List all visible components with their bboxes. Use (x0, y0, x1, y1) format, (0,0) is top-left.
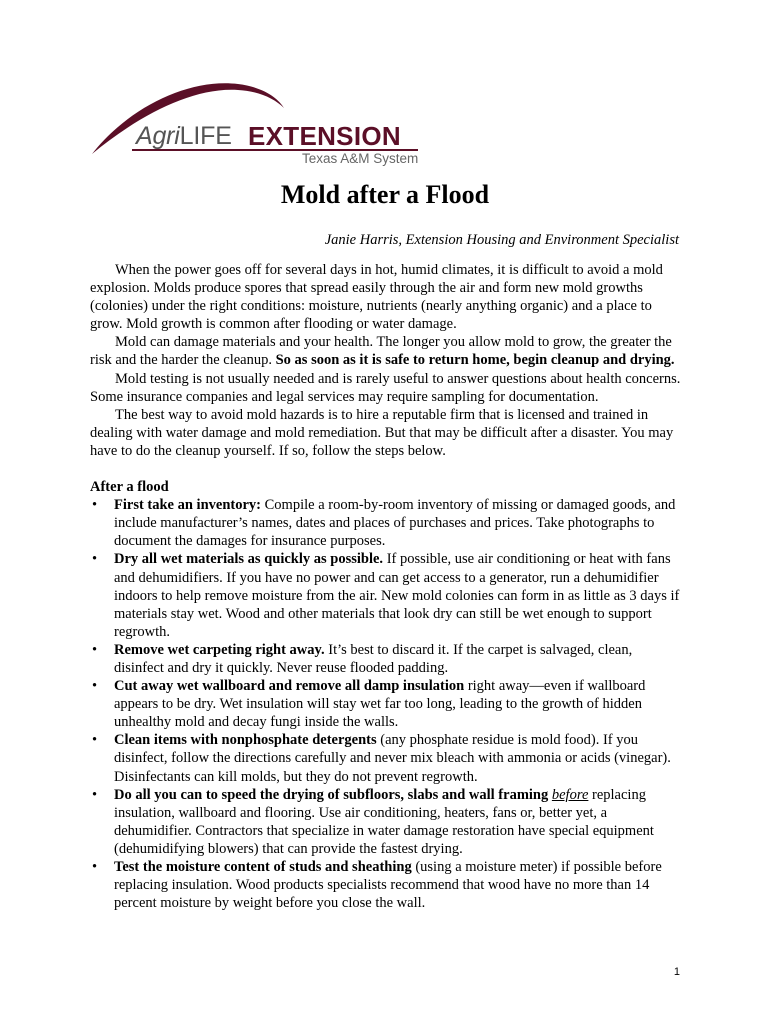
step-text: right away—even if wallboard appears to be dry. Wet insulation will stay wet far too long, leading to the growth of hidden unhealthy mold and decay fungi inside the walls. (114, 678, 646, 731)
step-lead: Remove wet carpeting right away. (114, 641, 325, 658)
step-lead: First take an inventory: (114, 497, 261, 514)
intro-bold-text: So as soon as it is safe to return home, begin cleanup and drying. (275, 352, 675, 369)
intro-paragraph-4 (90, 406, 682, 460)
logo-system-text: Texas A&M System (302, 151, 419, 166)
logo-agri: Agri (136, 122, 180, 150)
intro-text: The best way to avoid mold hazards is to hire a reputable firm that is licensed and trained in dealing with water damage and mold remediation. But that may be difficult after a disaster. You may have to do the cleanup yourself. If so, follow the steps below. (90, 406, 674, 459)
document-body (90, 261, 682, 912)
step-text: (using a moisture meter) if possible before replacing insulation. Wood products specialists recommend that wood have no more than 14 percent moisture by weight before you close the wall. (114, 859, 662, 912)
step-text: It’s best to discard it. If the carpet is salvaged, clean, disinfect and dry it quickly. Never reuse flooded padding. (114, 641, 633, 676)
list-item (90, 858, 682, 912)
author-line: Janie Harris, Extension Housing and Environment Specialist (324, 232, 679, 248)
steps-list (90, 496, 682, 912)
step-italic: before (551, 786, 589, 803)
list-item (90, 677, 682, 731)
intro-text: When the power goes off for several days in hot, humid climates, it is difficult to avoid a mold explosion. Molds produce spores that spread easily through the air and form new mold growths (colonies) under the right conditions: moisture, nutrients (nearly anything organic) and a place to grow. Mold growth is common after flooding or water damage. (90, 262, 663, 333)
step-lead: Dry all wet materials as quickly as possible. (114, 551, 384, 568)
intro-paragraph-2 (90, 333, 682, 369)
page-title: Mold after a Flood (280, 180, 490, 209)
logo-life: LIFE (179, 122, 232, 150)
step-lead: Cut away wet wallboard and remove all damp insulation (114, 678, 465, 695)
logo-agrilife-text (136, 122, 232, 151)
logo-extension-text: EXTENSION (248, 121, 401, 151)
step-lead: Do all you can to speed the drying of subfloors, slabs and wall framing (114, 786, 549, 803)
intro-paragraph-1 (90, 261, 682, 333)
page-number: 1 (673, 966, 680, 978)
agrilife-logo (88, 78, 433, 173)
section-heading: After a flood (90, 479, 169, 496)
list-item (90, 496, 682, 550)
step-text: If possible, use air conditioning or heat with fans and dehumidifiers. If you have no power and can get access to a generator, run a dehumidifier indoors to help remove moisture from the air. New mold colonies can form in as little as 3 days if materials stay wet. Wood and other materials that look dry can still be wet enough to support regrowth. (114, 551, 680, 640)
intro-text: Mold testing is not usually needed and is rarely useful to answer questions about health concerns. Some insurance companies and legal services may require sampling for documentation. (90, 370, 681, 405)
step-text: replacing insulation, wallboard and flooring. Use air conditioning, heaters, fans or, better yet, a dehumidifier. Contractors that specialize in water damage restoration have special equipment (dehumidifying blowers) that can provide the fastest drying. (114, 786, 654, 857)
step-lead: Test the moisture content of studs and sheathing (114, 859, 412, 875)
step-text: Compile a room-by-room inventory of missing or damaged goods, and include manufacturer’s names, dates and places of purchases and prices. Take photographs to document the damages for insurance purposes. (114, 497, 676, 550)
list-item (90, 550, 682, 640)
step-lead: Clean items with nonphosphate detergents (114, 732, 377, 749)
list-item (90, 786, 682, 858)
list-item (90, 731, 682, 785)
step-text: (any phosphate residue is mold food). If you disinfect, follow the directions carefully and never mix bleach with ammonia or acids (vinegar). Disinfectants can kill molds, but they do not prevent regrowth. (114, 732, 671, 785)
intro-paragraph-3 (90, 370, 682, 406)
list-item (90, 641, 682, 677)
intro-text: Mold can damage materials and your health. The longer you allow mold to grow, the greater the risk and the harder the cleanup. (90, 334, 672, 369)
